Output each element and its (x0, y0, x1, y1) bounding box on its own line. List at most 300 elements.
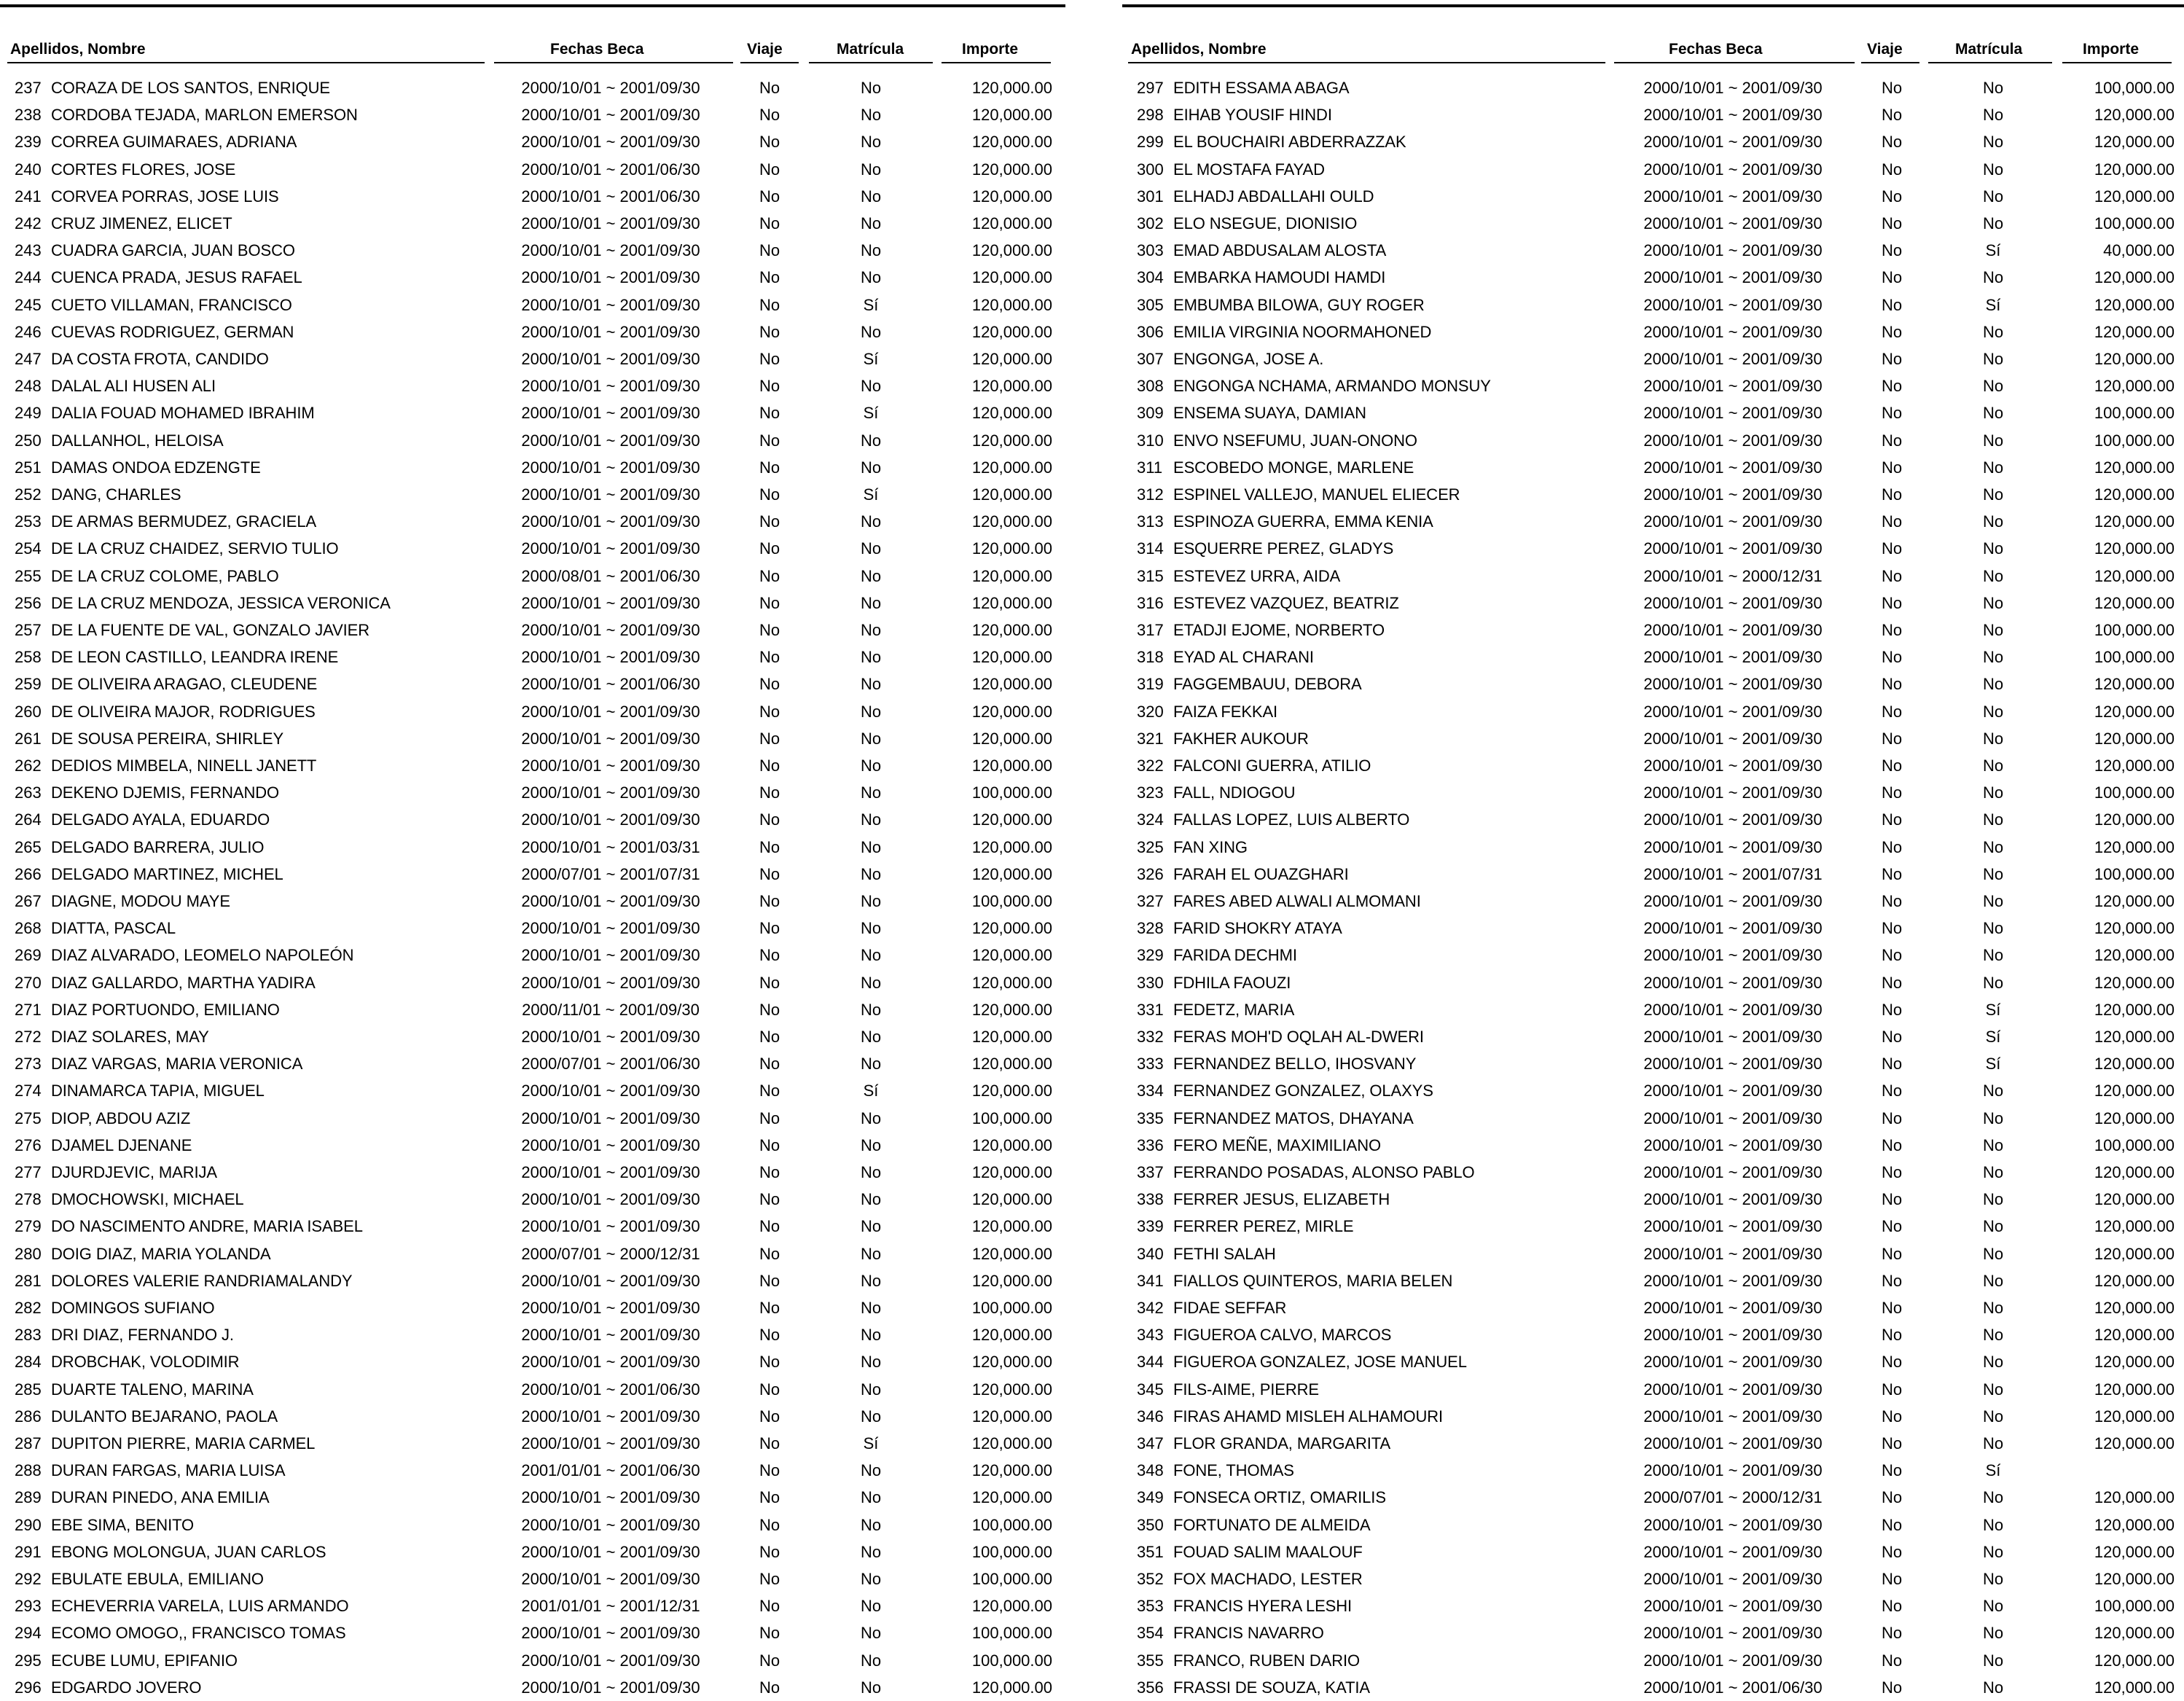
row-travel: No (759, 1055, 780, 1074)
row-number: 345 (1137, 1380, 1164, 1399)
row-name: FAIZA FEKKAI (1173, 702, 1278, 721)
row-name: EL MOSTAFA FAYAD (1173, 160, 1325, 179)
row-travel: No (1881, 1000, 1903, 1019)
row-number: 327 (1137, 892, 1164, 910)
row-number: 307 (1137, 350, 1164, 368)
row-travel: No (759, 1434, 780, 1452)
row-name: DINAMARCA TAPIA, MIGUEL (51, 1082, 265, 1100)
row-amount: 120,000.00 (2094, 837, 2175, 856)
row-amount: 120,000.00 (971, 431, 1052, 450)
row-travel: No (1881, 1380, 1903, 1399)
row-enrollment: No (1982, 783, 2004, 802)
row-enrollment: No (860, 1000, 882, 1019)
row-dates: 2000/10/01 ~ 2001/09/30 (1643, 431, 1823, 450)
row-travel: No (1881, 512, 1903, 531)
table-row (0, 942, 1057, 969)
row-enrollment: No (1982, 729, 2004, 748)
row-travel: No (1881, 539, 1903, 558)
row-travel: No (759, 1244, 780, 1263)
row-amount: 120,000.00 (971, 485, 1052, 504)
row-dates: 2000/10/01 ~ 2001/09/30 (521, 1326, 700, 1345)
row-number: 323 (1137, 783, 1164, 802)
row-dates: 2000/10/01 ~ 2001/09/30 (1643, 1461, 1823, 1480)
row-travel: No (1881, 350, 1903, 368)
row-number: 329 (1137, 946, 1164, 965)
row-enrollment: No (860, 783, 882, 802)
row-travel: No (759, 1380, 780, 1399)
row-amount: 120,000.00 (2094, 1570, 2175, 1588)
table-row (1122, 535, 2179, 562)
table-row (1122, 210, 2179, 237)
row-name: FERRANDO POSADAS, ALONSO PABLO (1173, 1163, 1475, 1181)
row-enrollment: No (1982, 79, 2004, 97)
row-enrollment: No (860, 133, 882, 152)
row-number: 344 (1137, 1353, 1164, 1372)
row-amount: 100,000.00 (971, 1542, 1052, 1561)
table-row (1122, 1159, 2179, 1186)
row-name: DE LA CRUZ MENDOZA, JESSICA VERONICA (51, 593, 391, 612)
row-name: CUADRA GARCIA, JUAN BOSCO (51, 241, 295, 260)
row-travel: No (759, 1000, 780, 1019)
row-name: DIATTA, PASCAL (51, 919, 176, 938)
row-name: DUPITON PIERRE, MARIA CARMEL (51, 1434, 316, 1452)
row-dates: 2000/10/01 ~ 2001/09/30 (1643, 729, 1823, 748)
row-number: 266 (15, 864, 42, 883)
row-travel: No (759, 1353, 780, 1372)
table-row (0, 996, 1057, 1023)
row-amount: 120,000.00 (971, 404, 1052, 423)
row-enrollment: No (860, 1299, 882, 1317)
row-enrollment: No (1982, 458, 2004, 477)
row-name: FIGUEROA GONZALEZ, JOSE MANUEL (1173, 1353, 1467, 1372)
row-dates: 2000/10/01 ~ 2001/09/30 (1643, 377, 1823, 396)
row-dates: 2000/07/01 ~ 2000/12/31 (521, 1244, 700, 1263)
row-enrollment: No (1982, 892, 2004, 910)
row-dates: 2000/10/01 ~ 2001/09/30 (1643, 1542, 1823, 1561)
row-amount: 120,000.00 (971, 946, 1052, 965)
row-dates: 2000/10/01 ~ 2001/09/30 (1643, 241, 1823, 260)
row-dates: 2000/10/01 ~ 2001/09/30 (1643, 1271, 1823, 1290)
table-row (0, 861, 1057, 888)
row-dates: 2000/10/01 ~ 2001/09/30 (521, 1108, 700, 1127)
row-enrollment: No (860, 322, 882, 341)
row-name: DE LEON CASTILLO, LEANDRA IRENE (51, 648, 339, 667)
row-enrollment: No (860, 214, 882, 232)
row-number: 274 (15, 1082, 42, 1100)
table-row (0, 292, 1057, 318)
table-row (0, 834, 1057, 861)
row-travel: No (1881, 1461, 1903, 1480)
row-name: DOIG DIAZ, MARIA YOLANDA (51, 1244, 271, 1263)
row-dates: 2000/08/01 ~ 2001/06/30 (521, 566, 700, 585)
row-enrollment: No (860, 837, 882, 856)
row-name: FERRER JESUS, ELIZABETH (1173, 1190, 1390, 1209)
row-enrollment: No (1982, 1244, 2004, 1263)
row-number: 297 (1137, 79, 1164, 97)
row-name: EIHAB YOUSIF HINDI (1173, 106, 1332, 125)
row-number: 276 (15, 1135, 42, 1154)
row-enrollment: No (1982, 485, 2004, 504)
row-enrollment: No (860, 810, 882, 829)
row-number: 341 (1137, 1271, 1164, 1290)
row-travel: No (759, 1135, 780, 1154)
row-dates: 2000/10/01 ~ 2001/09/30 (521, 79, 700, 97)
row-name: FARID SHOKRY ATAYA (1173, 919, 1342, 938)
row-travel: No (1881, 892, 1903, 910)
table-row (0, 74, 1057, 101)
row-dates: 2000/10/01 ~ 2001/09/30 (521, 539, 700, 558)
row-travel: No (759, 1217, 780, 1236)
row-travel: No (759, 1407, 780, 1426)
row-amount: 120,000.00 (2094, 566, 2175, 585)
table-row (1122, 1321, 2179, 1348)
row-amount: 120,000.00 (2094, 892, 2175, 910)
row-enrollment: No (1982, 106, 2004, 125)
row-enrollment: No (860, 79, 882, 97)
table-row (0, 454, 1057, 481)
table-row (0, 1484, 1057, 1511)
row-enrollment: No (860, 268, 882, 287)
row-enrollment: No (860, 1271, 882, 1290)
row-name: FAGGEMBAUU, DEBORA (1173, 675, 1362, 694)
row-travel: No (759, 458, 780, 477)
row-travel: No (759, 1651, 780, 1670)
row-travel: No (1881, 946, 1903, 965)
table-row (1122, 888, 2179, 915)
row-enrollment: No (1982, 675, 2004, 694)
row-dates: 2000/10/01 ~ 2001/09/30 (1643, 1108, 1823, 1127)
row-number: 335 (1137, 1108, 1164, 1127)
row-amount: 100,000.00 (2094, 431, 2175, 450)
row-number: 291 (15, 1542, 42, 1561)
row-travel: No (1881, 1597, 1903, 1616)
row-name: DE LA CRUZ CHAIDEZ, SERVIO TULIO (51, 539, 339, 558)
table-row (0, 1674, 1057, 1701)
header-rule-name (7, 62, 485, 63)
header-travel: Viaje (1867, 41, 1903, 58)
row-amount: 120,000.00 (971, 1678, 1052, 1697)
row-travel: No (1881, 187, 1903, 206)
table-row (1122, 1023, 2179, 1050)
row-travel: No (1881, 1353, 1903, 1372)
row-name: ENSEMA SUAYA, DAMIAN (1173, 404, 1366, 423)
row-amount: 120,000.00 (971, 1326, 1052, 1345)
row-number: 268 (15, 919, 42, 938)
row-dates: 2000/10/01 ~ 2001/09/30 (521, 1299, 700, 1317)
row-travel: No (1881, 404, 1903, 423)
row-name: ESTEVEZ URRA, AIDA (1173, 566, 1341, 585)
table-row (1122, 454, 2179, 481)
row-number: 255 (15, 566, 42, 585)
row-dates: 2000/10/01 ~ 2001/09/30 (521, 946, 700, 965)
row-amount: 120,000.00 (2094, 1515, 2175, 1534)
row-travel: No (759, 621, 780, 639)
row-amount: 120,000.00 (971, 837, 1052, 856)
row-number: 320 (1137, 702, 1164, 721)
row-dates: 2000/10/01 ~ 2001/09/30 (521, 404, 700, 423)
row-number: 284 (15, 1353, 42, 1372)
row-name: DE OLIVEIRA MAJOR, RODRIGUES (51, 702, 316, 721)
row-travel: No (1881, 1488, 1903, 1507)
row-number: 241 (15, 187, 42, 206)
row-number: 314 (1137, 539, 1164, 558)
table-row (0, 806, 1057, 833)
table-row (0, 888, 1057, 915)
table-row (1122, 725, 2179, 752)
row-enrollment: No (860, 648, 882, 667)
row-travel: No (759, 837, 780, 856)
row-name: ECUBE LUMU, EPIFANIO (51, 1651, 238, 1670)
row-dates: 2000/10/01 ~ 2001/09/30 (1643, 1434, 1823, 1452)
row-dates: 2000/10/01 ~ 2001/09/30 (521, 1570, 700, 1588)
row-travel: No (759, 377, 780, 396)
table-row (1122, 1105, 2179, 1132)
row-name: CORAZA DE LOS SANTOS, ENRIQUE (51, 79, 331, 97)
row-enrollment: No (860, 187, 882, 206)
row-number: 250 (15, 431, 42, 450)
row-number: 322 (1137, 756, 1164, 775)
row-travel: No (1881, 648, 1903, 667)
row-amount: 120,000.00 (2094, 756, 2175, 775)
row-amount: 120,000.00 (2094, 1326, 2175, 1345)
row-dates: 2000/10/01 ~ 2001/09/30 (521, 214, 700, 232)
row-travel: No (1881, 675, 1903, 694)
row-enrollment: No (860, 756, 882, 775)
row-name: CRUZ JIMENEZ, ELICET (51, 214, 232, 232)
table-row (0, 1348, 1057, 1375)
row-enrollment: No (1982, 350, 2004, 368)
table-row (1122, 345, 2179, 372)
row-amount: 120,000.00 (2094, 810, 2175, 829)
row-travel: No (1881, 566, 1903, 585)
row-name: DA COSTA FROTA, CANDIDO (51, 350, 269, 368)
row-amount: 120,000.00 (2094, 1271, 2175, 1290)
row-number: 263 (15, 783, 42, 802)
row-amount: 120,000.00 (2094, 1380, 2175, 1399)
row-amount: 120,000.00 (971, 919, 1052, 938)
row-dates: 2000/10/01 ~ 2001/09/30 (521, 593, 700, 612)
row-travel: No (759, 295, 780, 314)
row-dates: 2000/10/01 ~ 2001/09/30 (521, 1488, 700, 1507)
row-name: FARIDA DECHMI (1173, 946, 1297, 965)
row-enrollment: No (1982, 160, 2004, 179)
table-row (0, 1213, 1057, 1240)
row-travel: No (759, 241, 780, 260)
row-travel: No (1881, 1570, 1903, 1588)
row-dates: 2000/10/01 ~ 2001/09/30 (1643, 214, 1823, 232)
row-dates: 2000/10/01 ~ 2001/06/30 (521, 160, 700, 179)
table-row (1122, 156, 2179, 183)
row-number: 270 (15, 973, 42, 992)
row-travel: No (1881, 1082, 1903, 1100)
table-row (1122, 1512, 2179, 1538)
row-travel: No (1881, 458, 1903, 477)
row-travel: No (759, 675, 780, 694)
row-dates: 2000/10/01 ~ 2001/03/31 (521, 837, 700, 856)
row-dates: 2000/10/01 ~ 2001/09/30 (1643, 1000, 1823, 1019)
row-enrollment: No (1982, 1624, 2004, 1643)
row-dates: 2000/10/01 ~ 2001/09/30 (1643, 1028, 1823, 1046)
row-travel: No (759, 79, 780, 97)
row-name: DRI DIAZ, FERNANDO J. (51, 1326, 234, 1345)
row-amount: 120,000.00 (971, 1217, 1052, 1236)
row-enrollment: No (860, 1244, 882, 1263)
row-dates: 2000/10/01 ~ 2001/09/30 (1643, 1163, 1823, 1181)
row-travel: No (1881, 268, 1903, 287)
row-travel: No (1881, 783, 1903, 802)
row-name: EMAD ABDUSALAM ALOSTA (1173, 241, 1387, 260)
row-enrollment: No (1982, 1190, 2004, 1209)
row-enrollment: No (1982, 593, 2004, 612)
row-travel: No (1881, 621, 1903, 639)
row-enrollment: Sí (1985, 241, 2001, 260)
row-name: DALAL ALI HUSEN ALI (51, 377, 216, 396)
row-dates: 2000/10/01 ~ 2001/09/30 (1643, 485, 1823, 504)
row-number: 280 (15, 1244, 42, 1263)
row-number: 269 (15, 946, 42, 965)
row-name: CORREA GUIMARAES, ADRIANA (51, 133, 297, 152)
table-row (0, 372, 1057, 399)
row-travel: No (1881, 837, 1903, 856)
row-number: 283 (15, 1326, 42, 1345)
row-name: EDGARDO JOVERO (51, 1678, 202, 1697)
table-row (1122, 1213, 2179, 1240)
row-enrollment: No (1982, 837, 2004, 856)
table-row (1122, 1077, 2179, 1104)
row-number: 331 (1137, 1000, 1164, 1019)
row-travel: No (1881, 593, 1903, 612)
row-enrollment: No (860, 946, 882, 965)
row-name: DURAN PINEDO, ANA EMILIA (51, 1488, 270, 1507)
row-enrollment: No (860, 1028, 882, 1046)
row-enrollment: No (1982, 431, 2004, 450)
row-travel: No (759, 1542, 780, 1561)
table-row (1122, 698, 2179, 725)
row-number: 334 (1137, 1082, 1164, 1100)
table-row (1122, 292, 2179, 318)
row-number: 256 (15, 593, 42, 612)
row-number: 254 (15, 539, 42, 558)
table-row (1122, 74, 2179, 101)
row-travel: No (1881, 864, 1903, 883)
row-enrollment: Sí (1985, 1000, 2001, 1019)
row-number: 306 (1137, 322, 1164, 341)
row-dates: 2000/10/01 ~ 2001/09/30 (521, 1082, 700, 1100)
row-dates: 2000/10/01 ~ 2001/09/30 (521, 1678, 700, 1697)
row-dates: 2000/10/01 ~ 2001/09/30 (1643, 404, 1823, 423)
row-name: DELGADO MARTINEZ, MICHEL (51, 864, 283, 883)
table-row (1122, 617, 2179, 644)
table-row (1122, 1267, 2179, 1294)
row-dates: 2000/10/01 ~ 2001/09/30 (1643, 1353, 1823, 1372)
table-row (1122, 427, 2179, 454)
row-enrollment: No (860, 1461, 882, 1480)
row-amount: 120,000.00 (971, 322, 1052, 341)
row-name: ELO NSEGUE, DIONISIO (1173, 214, 1358, 232)
row-number: 272 (15, 1028, 42, 1046)
row-number: 298 (1137, 106, 1164, 125)
row-enrollment: No (1982, 1407, 2004, 1426)
table-row (0, 128, 1057, 155)
header-rule-dates (494, 62, 733, 63)
table-row (0, 644, 1057, 670)
table-row (1122, 834, 2179, 861)
row-number: 339 (1137, 1217, 1164, 1236)
row-travel: No (759, 1326, 780, 1345)
row-enrollment: No (860, 1570, 882, 1588)
table-row (1122, 996, 2179, 1023)
table-row (0, 1376, 1057, 1403)
row-enrollment: Sí (863, 1082, 879, 1100)
row-number: 313 (1137, 512, 1164, 531)
row-number: 310 (1137, 431, 1164, 450)
row-number: 244 (15, 268, 42, 287)
row-number: 325 (1137, 837, 1164, 856)
table-row (1122, 1186, 2179, 1213)
row-dates: 2000/10/01 ~ 2001/09/30 (521, 1217, 700, 1236)
row-name: FONE, THOMAS (1173, 1461, 1294, 1480)
row-travel: No (1881, 1299, 1903, 1317)
table-row (1122, 644, 2179, 670)
row-dates: 2000/10/01 ~ 2001/09/30 (521, 431, 700, 450)
row-dates: 2000/10/01 ~ 2000/12/31 (1643, 566, 1823, 585)
row-dates: 2000/10/01 ~ 2001/09/30 (1643, 539, 1823, 558)
row-dates: 2000/10/01 ~ 2001/09/30 (521, 377, 700, 396)
row-travel: No (759, 160, 780, 179)
row-enrollment: No (860, 1542, 882, 1561)
row-dates: 2000/10/01 ~ 2001/09/30 (1643, 512, 1823, 531)
row-travel: No (759, 350, 780, 368)
header-travel: Viaje (747, 41, 783, 58)
table-row (0, 670, 1057, 697)
row-amount: 120,000.00 (971, 566, 1052, 585)
row-name: DE LA FUENTE DE VAL, GONZALO JAVIER (51, 621, 370, 639)
row-enrollment: Sí (863, 485, 879, 504)
row-amount: 120,000.00 (2094, 539, 2175, 558)
row-amount: 120,000.00 (2094, 702, 2175, 721)
row-travel: No (759, 1597, 780, 1616)
table-row (0, 481, 1057, 508)
row-travel: No (759, 268, 780, 287)
row-travel: No (759, 973, 780, 992)
row-name: FALCONI GUERRA, ATILIO (1173, 756, 1371, 775)
row-enrollment: No (1982, 1271, 2004, 1290)
row-number: 239 (15, 133, 42, 152)
row-dates: 2000/10/01 ~ 2001/09/30 (1643, 1380, 1823, 1399)
table-row (1122, 861, 2179, 888)
row-enrollment: Sí (863, 1434, 879, 1452)
row-enrollment: No (860, 512, 882, 531)
row-travel: No (1881, 431, 1903, 450)
row-amount: 100,000.00 (971, 892, 1052, 910)
row-name: DIAZ ALVARADO, LEOMELO NAPOLEÓN (51, 946, 354, 965)
table-row (1122, 128, 2179, 155)
row-number: 316 (1137, 593, 1164, 612)
row-travel: No (759, 919, 780, 938)
row-amount: 120,000.00 (971, 1244, 1052, 1263)
row-number: 262 (15, 756, 42, 775)
row-name: FORTUNATO DE ALMEIDA (1173, 1515, 1371, 1534)
row-amount: 100,000.00 (2094, 621, 2175, 639)
row-number: 301 (1137, 187, 1164, 206)
row-enrollment: Sí (1985, 1055, 2001, 1074)
row-dates: 2000/10/01 ~ 2001/06/30 (521, 187, 700, 206)
row-dates: 2000/10/01 ~ 2001/09/30 (521, 458, 700, 477)
row-amount: 120,000.00 (971, 377, 1052, 396)
row-dates: 2000/10/01 ~ 2001/09/30 (1643, 133, 1823, 152)
row-travel: No (1881, 1624, 1903, 1643)
top-rule (0, 4, 1065, 7)
